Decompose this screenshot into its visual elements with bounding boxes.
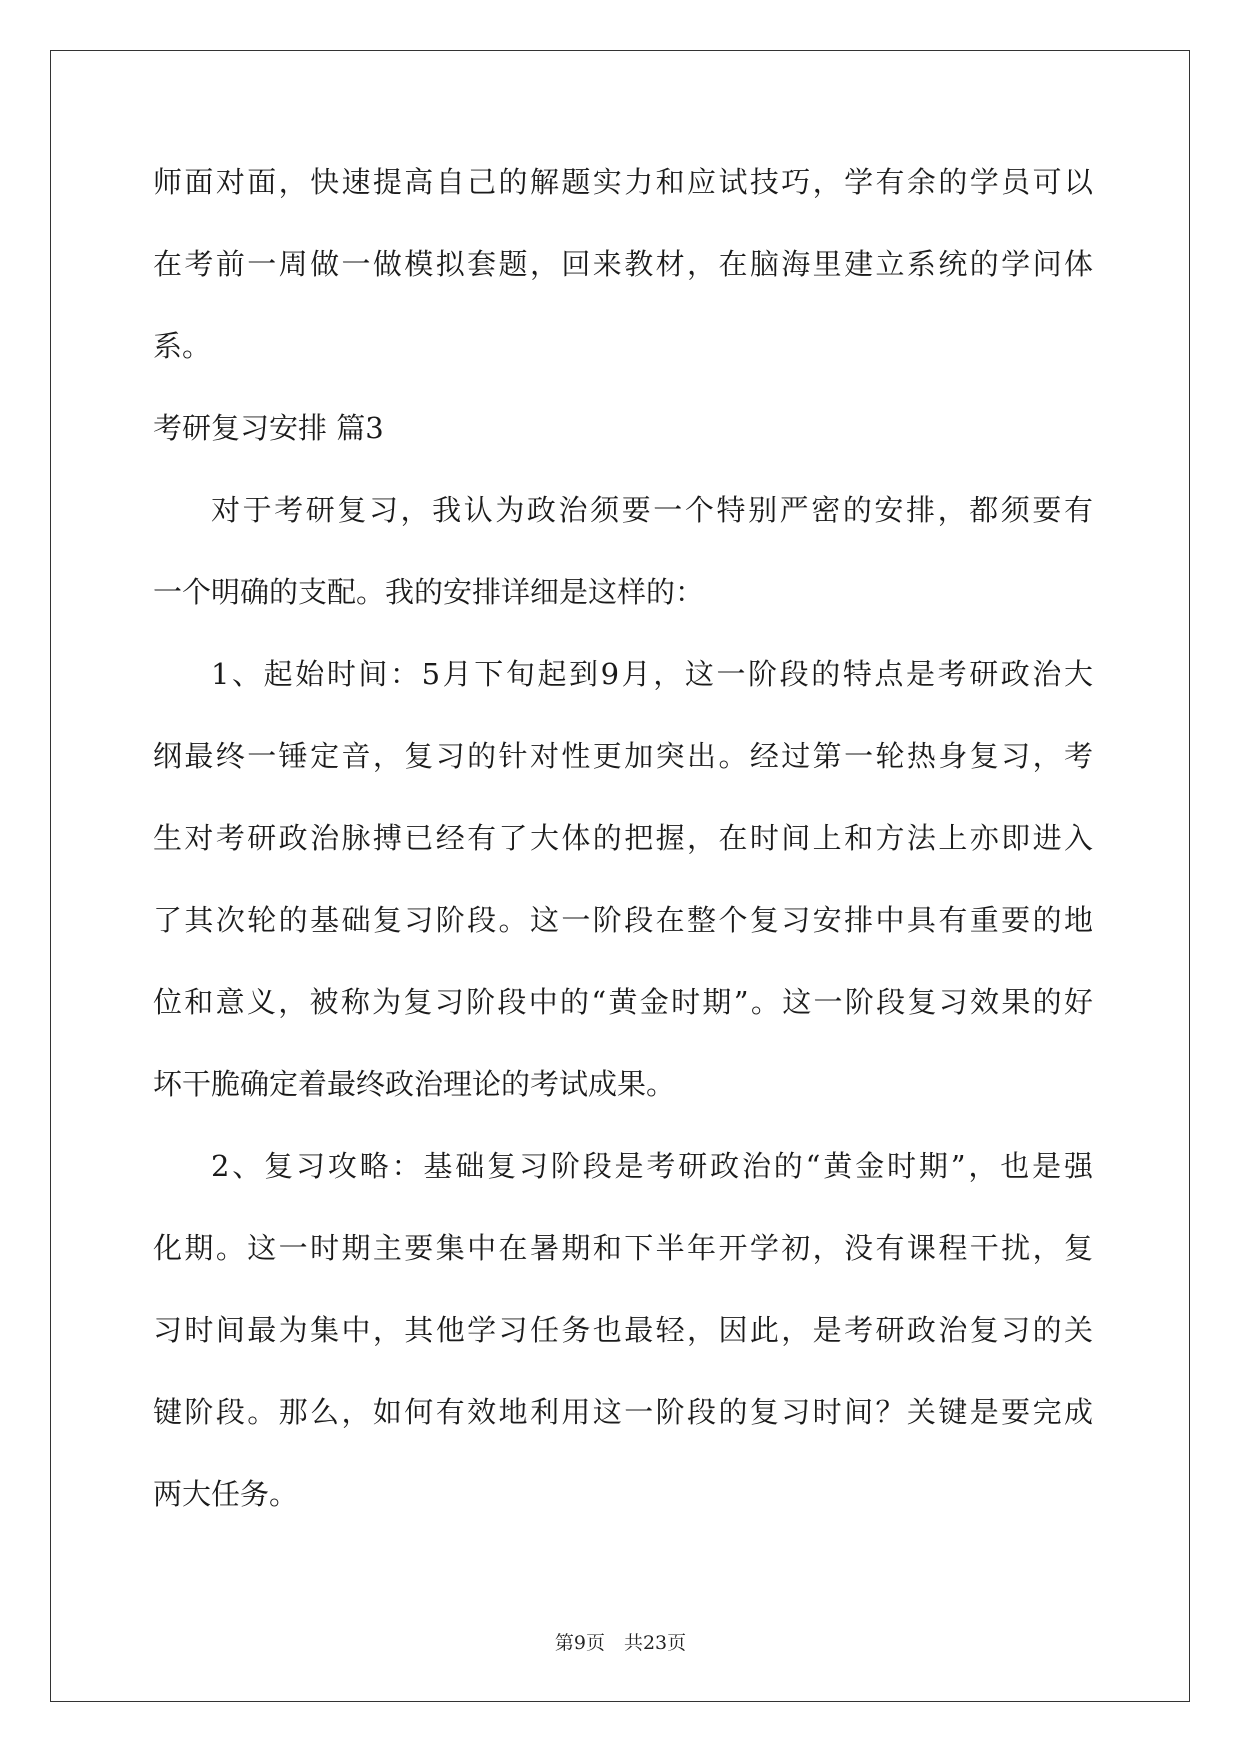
text-line: 对于考研复习，我认为政治须要一个特别严密的安排，都须要有 [211, 493, 1093, 527]
text-line: 2、复习攻略：基础复习阶段是考研政治的“黄金时期”，也是强 [211, 1149, 1093, 1183]
text-line: 纲最终一锤定音，复习的针对性更加突出。经过第一轮热身复习，考 [153, 739, 1093, 773]
text-line: 在考前一周做一做模拟套题，回来教材，在脑海里建立系统的学问体 [153, 247, 1093, 281]
text-line: 键阶段。那么，如何有效地利用这一阶段的复习时间？关键是要完成 [153, 1395, 1093, 1429]
text-line: 位和意义，被称为复习阶段中的“黄金时期”。这一阶段复习效果的好 [153, 985, 1093, 1019]
text-line: 了其次轮的基础复习阶段。这一阶段在整个复习安排中具有重要的地 [153, 903, 1093, 937]
text-line: 生对考研政治脉搏已经有了大体的把握，在时间上和方法上亦即进入 [153, 821, 1093, 855]
text-line: 坏干脆确定着最终政治理论的考试成果。 [153, 1067, 676, 1101]
text-line: 两大任务。 [153, 1477, 299, 1511]
paragraph-2 [153, 486, 1093, 650]
text-line: 化期。这一时期主要集中在暑期和下半年开学初，没有课程干扰，复 [153, 1231, 1093, 1265]
page-footer [0, 1628, 1241, 1655]
section-heading: 考研复习安排 篇3 [153, 411, 384, 445]
paragraph-1 [153, 158, 1093, 404]
paragraph-4 [153, 1142, 1093, 1552]
text-line: 系。 [153, 329, 212, 363]
page-number: 第9页 共23页 [554, 1632, 687, 1654]
text-line: 1、起始时间：5月下旬起到9月，这一阶段的特点是考研政治大 [211, 657, 1093, 691]
document-body [153, 158, 1093, 1552]
text-line: 师面对面，快速提高自己的解题实力和应试技巧，学有余的学员可以 [153, 165, 1093, 199]
text-line: 习时间最为集中，其他学习任务也最轻，因此，是考研政治复习的关 [153, 1313, 1093, 1347]
paragraph-3 [153, 650, 1093, 1142]
text-line: 一个明确的支配。我的安排详细是这样的： [153, 575, 705, 609]
